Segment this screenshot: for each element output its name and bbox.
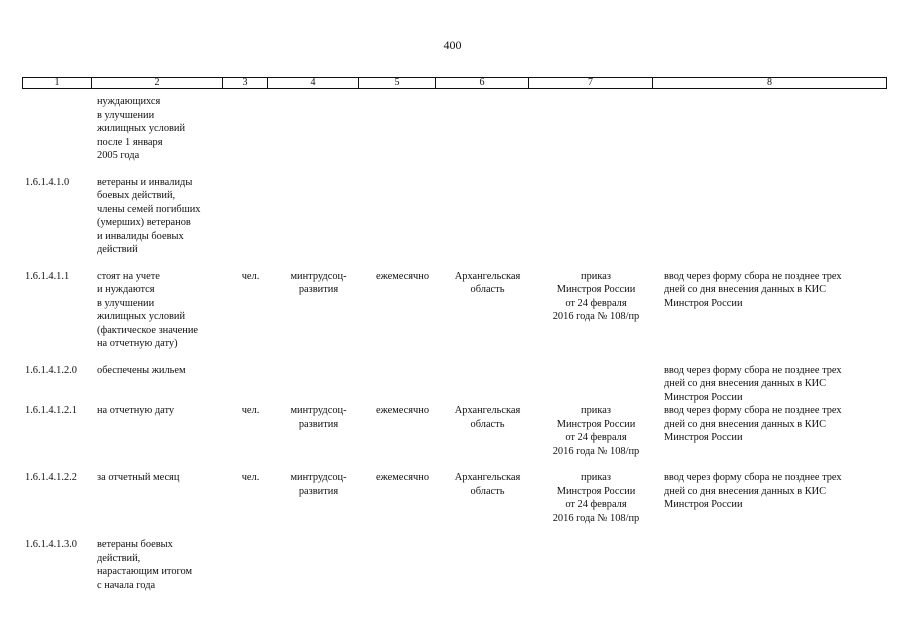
row-name-line: ветераны боевых [97,539,173,550]
table-row [22,538,886,592]
row-region [441,404,534,431]
row-basis [534,471,658,525]
row-code-line: 1.6.1.4.1.2.0 [25,364,77,376]
row-code [22,471,94,485]
table-row [22,364,886,405]
row-method [658,404,895,445]
row-method [658,471,895,512]
row-region-line: Архангельская [454,270,521,282]
column-number-6: 6 [436,78,529,89]
row-method [658,270,895,311]
row-code [22,270,94,284]
column-header-row [22,77,887,89]
row-basis-line: 2016 года № 108/пр [552,512,640,524]
row-code-line: 1.6.1.4.1.0 [25,176,70,188]
row-region-line: Архангельская [454,405,521,416]
row-unit-line: чел. [241,472,260,483]
row-name-line: жилищных условий [97,123,186,134]
table-row [22,471,886,525]
row-region-line: область [470,284,505,295]
row-name-line: в улучшении [97,109,155,121]
row-name [94,404,228,418]
row-name-line: боевых действий, [97,190,176,201]
row-code-line: 1.6.1.4.1.1 [25,270,70,282]
row-method-line: Минстроя России [664,499,743,510]
row-name [94,471,228,485]
row-name [94,95,228,163]
row-unit [228,270,273,284]
row-name-line: (фактическое значение [97,324,199,336]
row-name [94,270,228,351]
row-agency-line: развития [298,418,339,430]
row-unit-line: чел. [241,405,260,416]
row-method-line: ввод через форму сбора не позднее трех [664,270,842,282]
row-basis-line: 2016 года № 108/пр [552,445,640,457]
row-name-line: члены семей погибших [97,203,201,215]
row-basis-line: Минстроя России [556,284,636,295]
row-method-line: дней со дня внесения данных в КИС [664,284,827,295]
column-number-4: 4 [268,78,359,89]
row-unit [228,404,273,418]
row-code [22,538,94,552]
table-body [22,95,886,605]
row-name-line: жилищных условий [97,311,186,322]
row-name-line: стоят на учете [97,270,160,282]
column-number-7: 7 [529,78,653,89]
row-method-line: дней со дня внесения данных в КИС [664,485,827,497]
row-code [22,176,94,190]
row-method-line: ввод через форму сбора не позднее трех [664,364,842,376]
row-name-line: (умерших) ветеранов [97,217,191,228]
row-region-line: область [470,418,505,430]
column-number-1: 1 [23,78,92,89]
row-name-line: на отчетную дату) [97,338,178,349]
row-region-line: область [470,485,505,497]
row-name-line: и инвалиды боевых [97,230,184,242]
row-name-line: 2005 года [97,150,140,161]
row-name-line: за отчетный месяц [97,472,180,483]
table-row [22,270,886,351]
row-period [364,471,441,485]
row-method-line: Минстроя России [664,432,743,443]
row-code-line: 1.6.1.4.1.3.0 [25,539,77,550]
row-agency [273,471,364,498]
row-region [441,270,534,297]
row-method [658,364,895,405]
row-method-line: Минстроя России [664,297,743,309]
table-row [22,95,886,163]
column-number-5: 5 [359,78,436,89]
row-basis-line: от 24 февраля [565,297,627,309]
row-agency-line: минтрудсоц- [290,472,347,483]
column-number-8: 8 [653,78,887,89]
table-row [22,404,886,458]
row-agency-line: минтрудсоц- [290,405,347,416]
table-row [22,176,886,257]
row-basis-line: от 24 февраля [565,432,627,443]
row-basis-line: от 24 февраля [565,499,627,510]
row-name-line: нуждающихся [97,96,161,107]
row-name-line: обеспечены жильем [97,364,186,376]
row-period [364,404,441,418]
row-unit-line: чел. [241,270,260,282]
row-code [22,404,94,418]
row-code-line: 1.6.1.4.1.2.2 [25,472,77,483]
row-agency-line: минтрудсоц- [290,270,347,282]
row-method-line: Минстроя России [664,391,743,403]
row-name-line: нарастающим итогом [97,566,193,577]
row-method-line: дней со дня внесения данных в КИС [664,418,827,430]
row-agency [273,270,364,297]
row-code-line: 1.6.1.4.1.2.1 [25,405,77,416]
row-code [22,364,94,378]
column-number-2: 2 [92,78,223,89]
row-name-line: на отчетную дату [97,405,175,416]
row-name-line: после 1 января [97,136,163,148]
row-basis-line: 2016 года № 108/пр [552,311,640,322]
row-agency-line: развития [298,284,339,295]
row-basis-line: приказ [581,270,611,282]
row-name-line: ветераны и инвалиды [97,176,193,188]
page-number: 400 [443,38,462,52]
row-basis [534,270,658,324]
row-name-line: с начала года [97,579,156,591]
row-name-line: действий, [97,552,141,564]
row-method-line: ввод через форму сбора не позднее трех [664,405,842,416]
row-basis-line: приказ [581,472,611,483]
row-period [364,270,441,284]
row-agency-line: развития [298,485,339,497]
row-name-line: действий [97,244,138,255]
row-agency [273,404,364,431]
row-method-line: ввод через форму сбора не позднее трех [664,472,842,483]
column-number-3: 3 [223,78,268,89]
row-period-line: ежемесячно [375,472,430,483]
row-basis [534,404,658,458]
row-region [441,471,534,498]
row-period-line: ежемесячно [375,270,430,282]
row-period-line: ежемесячно [375,405,430,416]
row-name [94,364,228,378]
row-name [94,176,228,257]
row-region-line: Архангельская [454,472,521,483]
row-name-line: в улучшении [97,297,155,309]
row-method-line: дней со дня внесения данных в КИС [664,378,827,389]
row-unit [228,471,273,485]
row-name [94,538,228,592]
row-basis-line: Минстроя России [556,418,636,430]
row-basis-line: приказ [581,405,611,416]
row-name-line: и нуждаются [97,284,155,295]
row-basis-line: Минстроя России [556,485,636,497]
